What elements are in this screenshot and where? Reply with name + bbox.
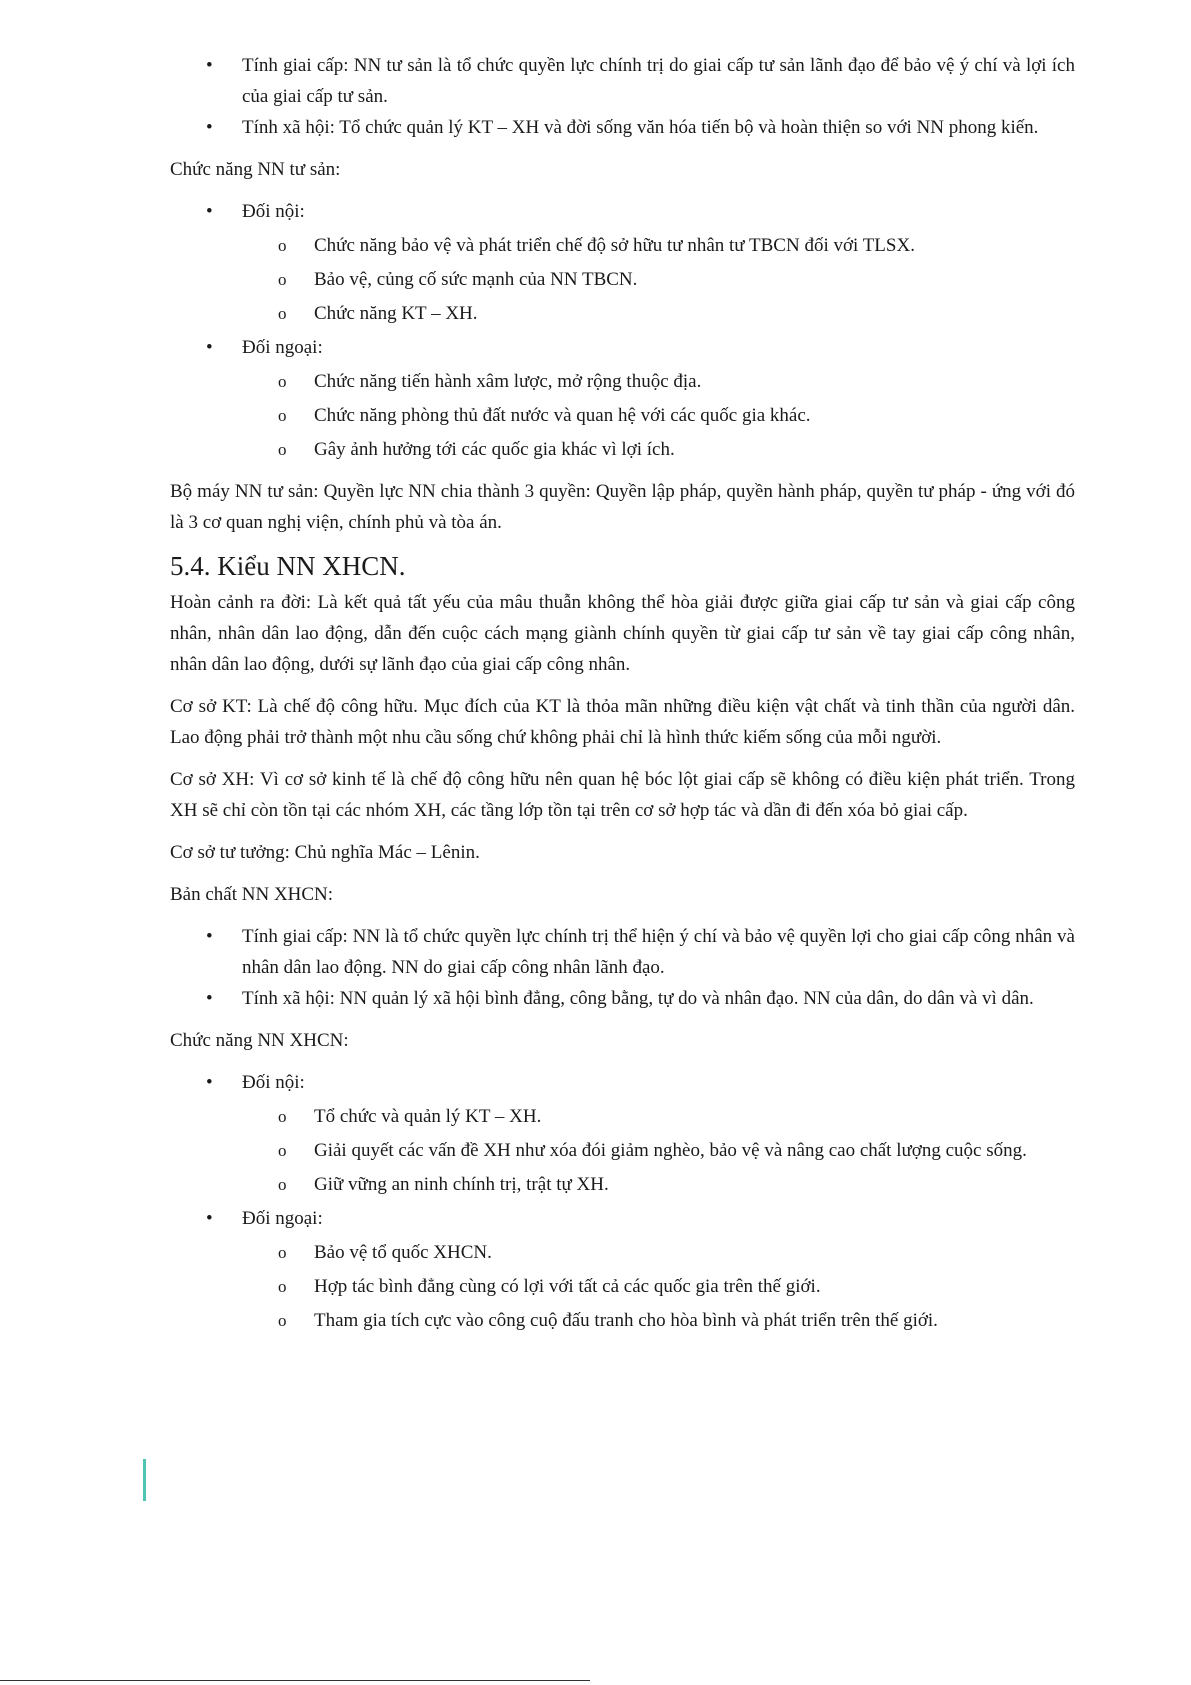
circle-bullet-icon: o (278, 304, 287, 323)
bourgeois-nature-list (170, 50, 1075, 143)
list-item: • Tính giai cấp: NN tư sản là tổ chức quyền lực chính trị do giai cấp tư sản lãnh đạo để bảo vệ ý chí và lợi ích của giai cấp tư sản. (170, 50, 1075, 112)
xhcn-function-list (170, 1067, 1075, 1336)
list-item: • Đối ngoại: o Chức năng tiến hành xâm lược, mở rộng thuộc địa. o Chức năng phòng thủ đất nước và quan hệ với các quốc gia khác. o Gây ảnh hưởng tới các quốc gia khác vì lợi ích. (170, 332, 1075, 465)
footer-rule (0, 1680, 590, 1681)
list-item: • Đối nội: o Tổ chức và quản lý KT – XH. o Giải quyết các vấn đề XH như xóa đói giảm nghèo, bảo vệ và nâng cao chất lượng cuộc sống. o Giữ vững an ninh chính trị, trật tự XH. (170, 1067, 1075, 1200)
document-page (170, 50, 1075, 1347)
circle-bullet-icon: o (278, 1311, 287, 1330)
list-item: • Đối ngoại: o Bảo vệ tổ quốc XHCN. o Hợp tác bình đẳng cùng có lợi với tất cả các quốc gia trên thế giới. o Tham gia tích cực vào công cuộ đấu tranh cho hòa bình và phát triển trên thế giới. (170, 1203, 1075, 1336)
xhcn-nature-list (170, 921, 1075, 1014)
paragraph: Hoàn cảnh ra đời: Là kết quả tất yếu của mâu thuẫn không thể hòa giải được giữa giai cấp tư sản và giai cấp công nhân, nhân dân lao động, dẫn đến cuộc cách mạng giành chính quyền từ giai cấp tư sản về tay giai cấp công nhân, nhân dân lao động, dưới sự lãnh đạo của giai cấp công nhân. (170, 592, 1075, 675)
xhcn-nature-heading: Bản chất NN XHCN: (170, 884, 334, 905)
sub-list (242, 366, 1075, 465)
xhcn-function-heading: Chức năng NN XHCN: (170, 1030, 349, 1051)
ts-function-heading: Chức năng NN tư sản: (170, 159, 341, 180)
bullet-icon: • (206, 201, 213, 222)
bullet-icon: • (206, 117, 213, 138)
circle-bullet-icon: o (278, 1277, 287, 1296)
list-item: • Tính xã hội: Tổ chức quản lý KT – XH và đời sống văn hóa tiến bộ và hoàn thiện so với NN phong kiến. (170, 112, 1075, 143)
sub-list-item: o Giữ vững an ninh chính trị, trật tự XH. (170, 1169, 1075, 1200)
bullet-icon: • (206, 1072, 213, 1093)
circle-bullet-icon: o (278, 1141, 287, 1160)
sub-list-item: o Hợp tác bình đẳng cùng có lợi với tất cả các quốc gia trên thế giới. (170, 1271, 1075, 1302)
sub-list-item: o Chức năng KT – XH. (170, 298, 1075, 329)
bullet-icon: • (206, 337, 213, 358)
circle-bullet-icon: o (278, 1107, 287, 1126)
bullet-icon: • (206, 926, 213, 947)
circle-bullet-icon: o (278, 440, 287, 459)
sub-list-item: o Giải quyết các vấn đề XH như xóa đói giảm nghèo, bảo vệ và nâng cao chất lượng cuộc sống. (170, 1135, 1075, 1166)
ts-function-list (170, 196, 1075, 465)
paragraph: Cơ sở KT: Là chế độ công hữu. Mục đích của KT là thỏa mãn những điều kiện vật chất và tinh thần của người dân. Lao động phải trở thành một nhu cầu sống chứ không phải chỉ là hình thức kiếm sống của mỗi người. (170, 696, 1075, 748)
list-item: • Tính xã hội: NN quản lý xã hội bình đẳng, công bằng, tự do và nhân đạo. NN của dân, do dân và vì dân. (170, 983, 1075, 1014)
circle-bullet-icon: o (278, 236, 287, 255)
list-item: • Đối nội: o Chức năng bảo vệ và phát triển chế độ sở hữu tư nhân tư TBCN đối với TLSX. o Bảo vệ, củng cố sức mạnh của NN TBCN. o Chức năng KT – XH. (170, 196, 1075, 329)
circle-bullet-icon: o (278, 1243, 287, 1262)
sub-list-item: o Tổ chức và quản lý KT – XH. (170, 1101, 1075, 1132)
sub-list-item: o Chức năng tiến hành xâm lược, mở rộng thuộc địa. (170, 366, 1075, 397)
sub-list-item: o Chức năng phòng thủ đất nước và quan hệ với các quốc gia khác. (170, 400, 1075, 431)
ts-apparatus-paragraph: Bộ máy NN tư sản: Quyền lực NN chia thành 3 quyền: Quyền lập pháp, quyền hành pháp, quyền tư pháp - ứng với đó là 3 cơ quan nghị viện, chính phủ và tòa án. (170, 481, 1075, 533)
circle-bullet-icon: o (278, 270, 287, 289)
sub-list-item: o Bảo vệ tổ quốc XHCN. (170, 1237, 1075, 1268)
accent-bar (143, 1459, 146, 1501)
paragraph: Cơ sở XH: Vì cơ sở kinh tế là chế độ công hữu nên quan hệ bóc lột giai cấp sẽ không có điều kiện phát triển. Trong XH sẽ chỉ còn tồn tại các nhóm XH, các tầng lớp tồn tại trên cơ sở hợp tác và dần đi đến xóa bỏ giai cấp. (170, 769, 1075, 821)
circle-bullet-icon: o (278, 1175, 287, 1194)
sub-list (242, 230, 1075, 329)
bullet-icon: • (206, 55, 213, 76)
sub-list-item: o Tham gia tích cực vào công cuộ đấu tranh cho hòa bình và phát triển trên thế giới. (170, 1305, 1075, 1336)
circle-bullet-icon: o (278, 406, 287, 425)
bullet-icon: • (206, 988, 213, 1009)
sub-list (242, 1101, 1075, 1200)
sub-list-item: o Chức năng bảo vệ và phát triển chế độ sở hữu tư nhân tư TBCN đối với TLSX. (170, 230, 1075, 261)
sub-list-item: o Gây ảnh hưởng tới các quốc gia khác vì lợi ích. (170, 434, 1075, 465)
paragraph: Cơ sở tư tưởng: Chủ nghĩa Mác – Lênin. (170, 842, 480, 863)
sub-list (242, 1237, 1075, 1336)
section-title: 5.4. Kiểu NN XHCN. (170, 551, 406, 581)
list-item: • Tính giai cấp: NN là tổ chức quyền lực chính trị thể hiện ý chí và bảo vệ quyền lợi cho giai cấp công nhân và nhân dân lao động. NN do giai cấp công nhân lãnh đạo. (170, 921, 1075, 983)
bullet-icon: • (206, 1208, 213, 1229)
circle-bullet-icon: o (278, 372, 287, 391)
sub-list-item: o Bảo vệ, củng cố sức mạnh của NN TBCN. (170, 264, 1075, 295)
